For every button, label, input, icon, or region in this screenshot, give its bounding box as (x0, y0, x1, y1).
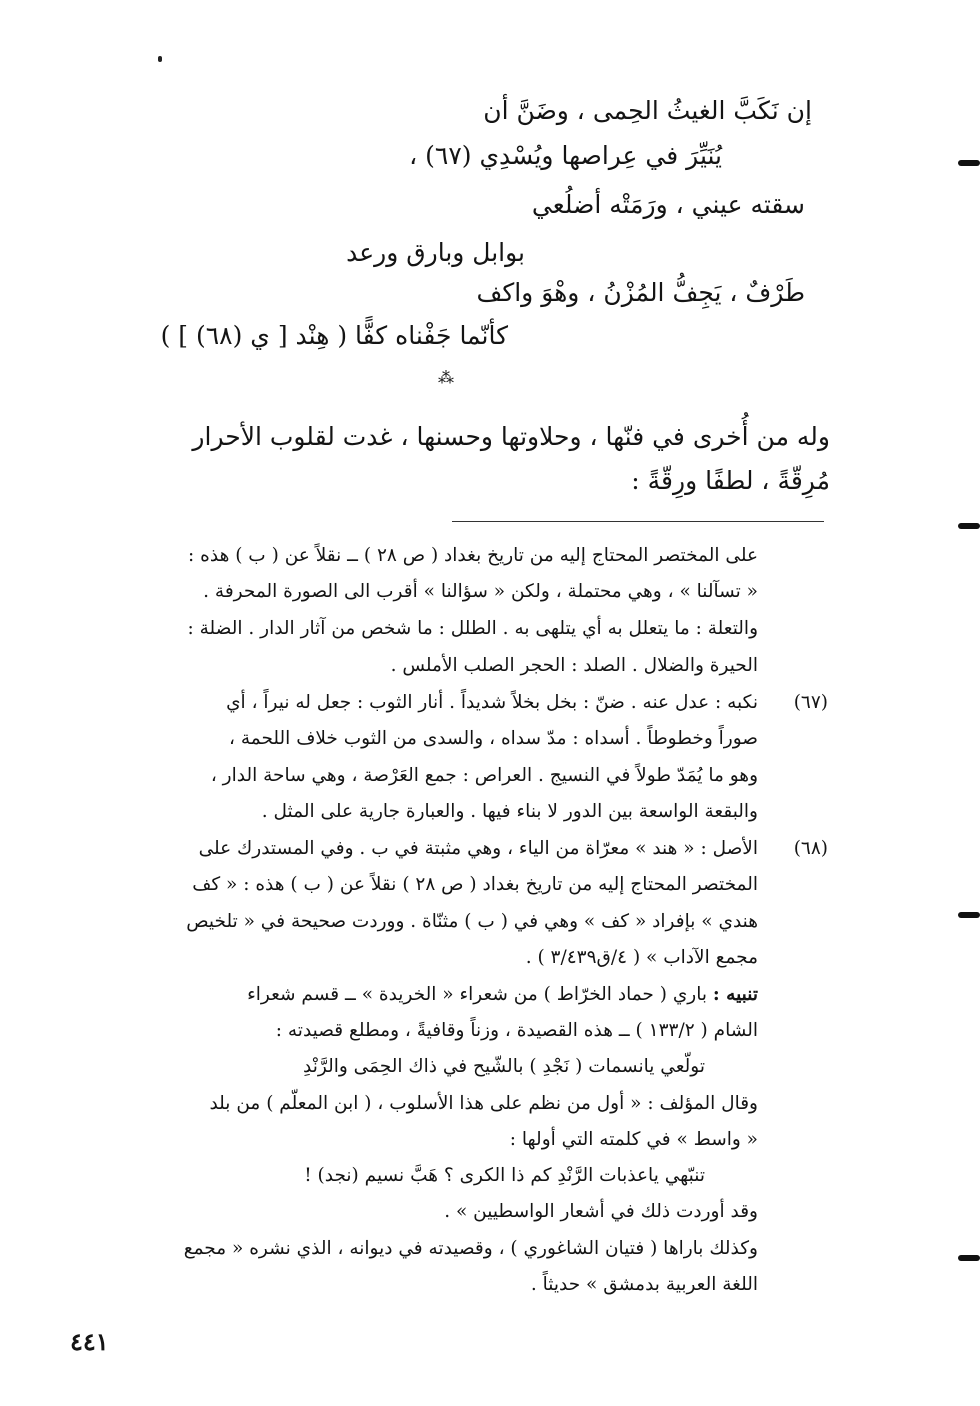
footnote-line: وهو ما يُمَدّ طولاً في النسيج . العراص : جمع العَرْصة ، وهي ساحة الدار ، (210, 765, 758, 786)
footnote-line: والتعلة : ما يتعلل به أي يتلهى به . الطلل : ما شخص من آثار الدار . الضلة : (187, 618, 758, 639)
page-number: ٤٤١ (70, 1327, 109, 1356)
verse-line: كأنّما جَفْناه كفًّا ( هِنْد [ ي (٦٨) ] ) (160, 321, 508, 350)
note-label: تنبيه : (712, 984, 758, 1005)
footnote-line: الأصل : « هند » معرّاة من الياء ، وهي مثبتة في ب . وفي المستدرك على (198, 838, 758, 859)
verse-line: يُنَيِّرَ في عِراصها ويُسْدِي (٦٧) ، (409, 141, 722, 170)
verse-line: سقته عيني ، ورَمَتْه أضلُعي (531, 190, 805, 219)
note-text: باري ( حماد الخرّاط ) من شعراء « الخريدة » ــ قسم شعراء (247, 984, 708, 1005)
section-separator: ⁂ (438, 368, 454, 387)
note-line (247, 986, 758, 1005)
verse-line: إن نَكَبَّ الغيثُ الحِمى ، وضَنَّ أن (483, 96, 812, 125)
footnote-rule (452, 521, 824, 522)
footnote-line: نكبه : عدل عنه . ضنّ : بخل بخلاً شديداً . أنار الثوب : جعل له نيراً ، أي (226, 692, 758, 713)
note-line: وقد أوردت ذلك في أشعار الواسطيين » . (444, 1201, 758, 1222)
footnote-line: الحيرة والضلال . الصلد : الحجر الصلب الأملس . (390, 655, 758, 676)
note-line: « واسط » في كلمته التي أولها : (509, 1129, 758, 1150)
verse-line: بوابل وبارق ورعد (346, 238, 525, 267)
verse-line: طَرْفٌ ، يَجِفُّ المُزْنُ ، وهْوَ واكف (476, 278, 805, 307)
intro-line: وله من أُخرى في فنّها ، وحلاوتها وحسنها ، غدت لقلوب الأحرار (192, 422, 830, 451)
footnote-line: المختصر المحتاج إليه من تاريخ بغداد ( ص ٢٨ ) نقلاً عن ( ب ) هذه : « كف (192, 874, 758, 895)
edge-mark (958, 1255, 980, 1261)
note-line: اللغة العربية بدمشق » حديثاً . (530, 1274, 758, 1295)
ink-speck (158, 56, 162, 62)
note-verse: تولّعي يانسمات ( نَجْدِ ) بالشّيح في ذاك الحِمَى والرَّنْدِ (303, 1056, 705, 1077)
footnote-line: على المختصر المحتاج إليه من تاريخ بغداد ( ص ٢٨ ) ــ نقلاً عن ( ب ) هذه : (188, 545, 758, 566)
edge-mark (958, 160, 980, 166)
note-line: وكذلك باراها ( فتيان الشاغوري ) ، وقصيدته في ديوانه ، الذي نشره « مجمع (183, 1238, 758, 1259)
footnote-number: (٦٨) (793, 838, 828, 859)
footnote-line: « تسآلنا » ، وهي محتملة ، ولكن « سؤالنا » أقرب الى الصورة المحرفة . (203, 581, 758, 602)
footnote-line: والبقعة الواسعة بين الدور لا بناء فيها . والعبارة جارية على المثل . (261, 801, 758, 822)
note-line: وقال المؤلف : « أول من نظم على هذا الأسلوب ، ( ابن المعلّم ) من بلد (209, 1093, 758, 1114)
note-verse: تنبّهي ياعذبات الرَّنْدِ كم ذا الكرى ؟ هَبَّ نسيم (نجد) ! (304, 1165, 705, 1186)
edge-mark (958, 912, 980, 918)
note-line: الشام ( ١٣٣/٢ ) ــ هذه القصيدة ، وزناً وقافيةً ، ومطلع قصيدته : (275, 1020, 758, 1041)
footnote-line: صوراً وخطوطاً . أسداه : مدّ سداه ، والسدى من الثوب خلاف اللحمة ، (229, 728, 758, 749)
footnote-line: مجمع الآداب » ( ٤/ق٣/٤٣٩ ) . (525, 947, 758, 968)
footnote-line: هندي » بإفراد « كف » وهي في ( ب ) مثنّاة . ووردت صحيحة في « تلخيص (186, 911, 758, 932)
edge-mark (958, 523, 980, 529)
footnote-number: (٦٧) (793, 692, 828, 713)
intro-line: مُرِقّةً ، لطفًا ورِقّةً : (631, 466, 830, 495)
